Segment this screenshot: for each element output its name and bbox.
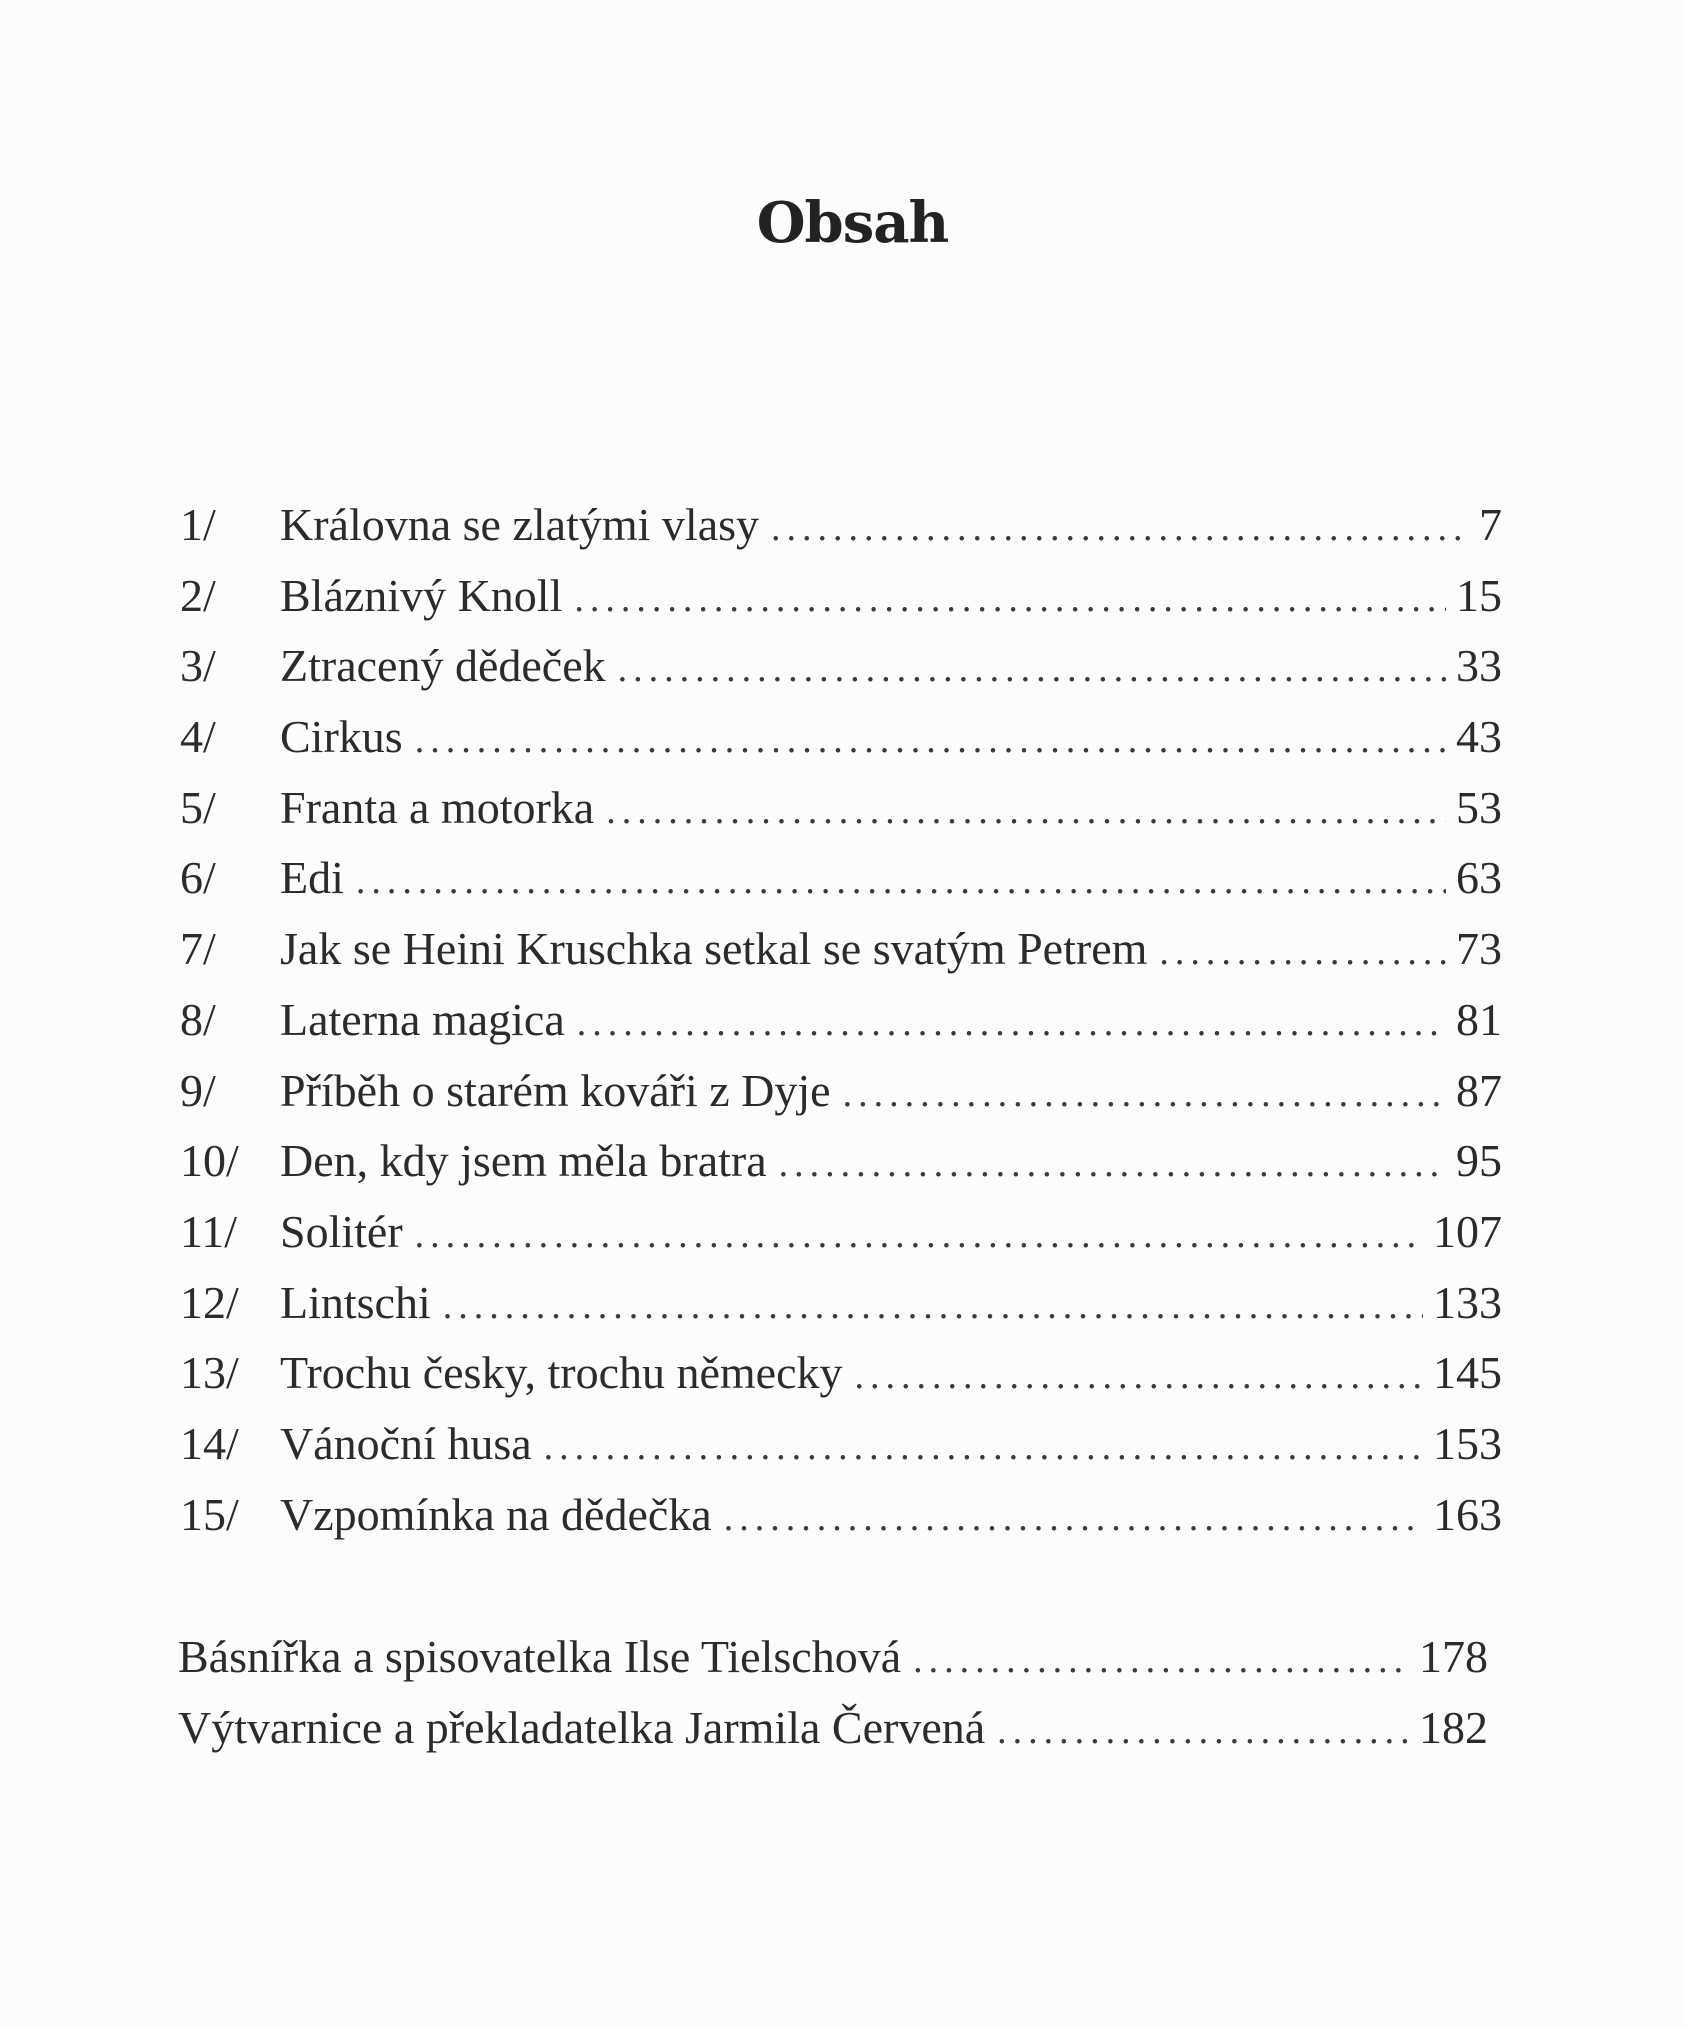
chapter-number: 13/: [180, 1347, 239, 1399]
page-number: 182: [1419, 1701, 1488, 1753]
chapter-title: Edi: [280, 852, 344, 904]
dot-leader: [415, 705, 1446, 776]
chapter-number: 9/: [180, 1064, 216, 1116]
page-number: 153: [1433, 1417, 1502, 1469]
chapter-number: 14/: [180, 1417, 239, 1469]
chapter-number: 3/: [180, 640, 216, 692]
chapter-title: Trochu česky, trochu německy: [280, 1347, 843, 1399]
chapter-title: Jak se Heini Kruschka setkal se svatým Petrem: [280, 923, 1148, 975]
toc-entry[interactable]: [180, 702, 1502, 773]
chapter-title: Franta a motorka: [280, 781, 595, 833]
toc-entry[interactable]: [180, 1338, 1502, 1409]
chapter-title: Vánoční husa: [280, 1417, 532, 1469]
appendix-entry[interactable]: [178, 1693, 1488, 1764]
dot-leader: [771, 493, 1469, 564]
chapter-title: Příběh o starém kováři z Dyje: [280, 1064, 831, 1116]
toc-entry[interactable]: [180, 1268, 1502, 1339]
toc-entry[interactable]: [180, 1480, 1502, 1551]
dot-leader: [779, 1129, 1446, 1200]
chapter-title: Solitér: [280, 1205, 403, 1257]
toc-entry[interactable]: [180, 843, 1502, 914]
page-number: 81: [1456, 993, 1502, 1045]
chapter-title: Královna se zlatými vlasy: [280, 499, 760, 550]
page-number: 63: [1456, 852, 1502, 904]
chapter-number: 10/: [180, 1135, 239, 1187]
page-number: 73: [1456, 923, 1502, 975]
page-number: 43: [1456, 711, 1502, 763]
dot-leader: [1159, 917, 1446, 988]
toc-entry[interactable]: [180, 631, 1502, 702]
appendix-title: Výtvarnice a překladatelka Jarmila Červená: [178, 1701, 986, 1753]
toc-entry[interactable]: [180, 773, 1502, 844]
chapter-number: 7/: [180, 923, 216, 975]
appendix-title: Básnířka a spisovatelka Ilse Tielschová: [178, 1631, 902, 1682]
chapter-title: Laterna magica: [280, 993, 565, 1045]
chapter-title: Lintschi: [280, 1276, 431, 1328]
page-number: 95: [1456, 1135, 1502, 1187]
dot-leader: [618, 634, 1446, 705]
page-number: 107: [1433, 1205, 1502, 1257]
dot-leader: [724, 1483, 1423, 1554]
dot-leader: [577, 988, 1446, 1059]
toc-entry[interactable]: [180, 1056, 1502, 1127]
chapter-title: Vzpomínka na dědečka: [280, 1488, 712, 1540]
dot-leader: [443, 1271, 1423, 1342]
chapter-number: 15/: [180, 1488, 239, 1540]
chapter-number: 8/: [180, 993, 216, 1045]
dot-leader: [544, 1412, 1423, 1483]
appendix-list: [178, 1622, 1488, 1763]
chapter-number: 11/: [180, 1205, 238, 1257]
dot-leader: [574, 564, 1446, 635]
dot-leader: [913, 1625, 1409, 1696]
toc-entry[interactable]: [180, 914, 1502, 985]
chapter-number: 5/: [180, 781, 216, 833]
page-number: 15: [1456, 569, 1502, 621]
page-title: Obsah: [756, 190, 949, 256]
toc-entry[interactable]: [180, 490, 1502, 561]
dot-leader: [997, 1696, 1409, 1767]
dot-leader: [855, 1341, 1423, 1412]
page-number: 87: [1456, 1064, 1502, 1116]
chapter-number: 4/: [180, 711, 216, 763]
page-number: 178: [1419, 1631, 1488, 1682]
appendix-entry[interactable]: [178, 1622, 1488, 1693]
toc-entry[interactable]: [180, 985, 1502, 1056]
chapter-number: 12/: [180, 1276, 239, 1328]
toc-entry[interactable]: [180, 1197, 1502, 1268]
page-number: 33: [1456, 640, 1502, 692]
chapter-title: Den, kdy jsem měla bratra: [280, 1135, 767, 1187]
toc-entry[interactable]: [180, 1409, 1502, 1480]
chapter-number: 1/: [180, 499, 216, 550]
dot-leader: [356, 846, 1446, 917]
dot-leader: [415, 1200, 1423, 1271]
page-number: 145: [1433, 1347, 1502, 1399]
chapter-title: Bláznivý Knoll: [280, 569, 563, 621]
dot-leader: [843, 1059, 1446, 1130]
page-number: 7: [1479, 499, 1502, 550]
chapter-title: Ztracený dědeček: [280, 640, 606, 692]
page-number: 163: [1433, 1488, 1502, 1540]
toc-entry[interactable]: [180, 1126, 1502, 1197]
page-number: 133: [1433, 1276, 1502, 1328]
toc-entry[interactable]: [180, 561, 1502, 632]
chapter-title: Cirkus: [280, 711, 403, 763]
dot-leader: [606, 776, 1446, 847]
chapter-number: 6/: [180, 852, 216, 904]
chapter-number: 2/: [180, 569, 216, 621]
chapter-list: [180, 490, 1502, 1550]
page-number: 53: [1456, 781, 1502, 833]
